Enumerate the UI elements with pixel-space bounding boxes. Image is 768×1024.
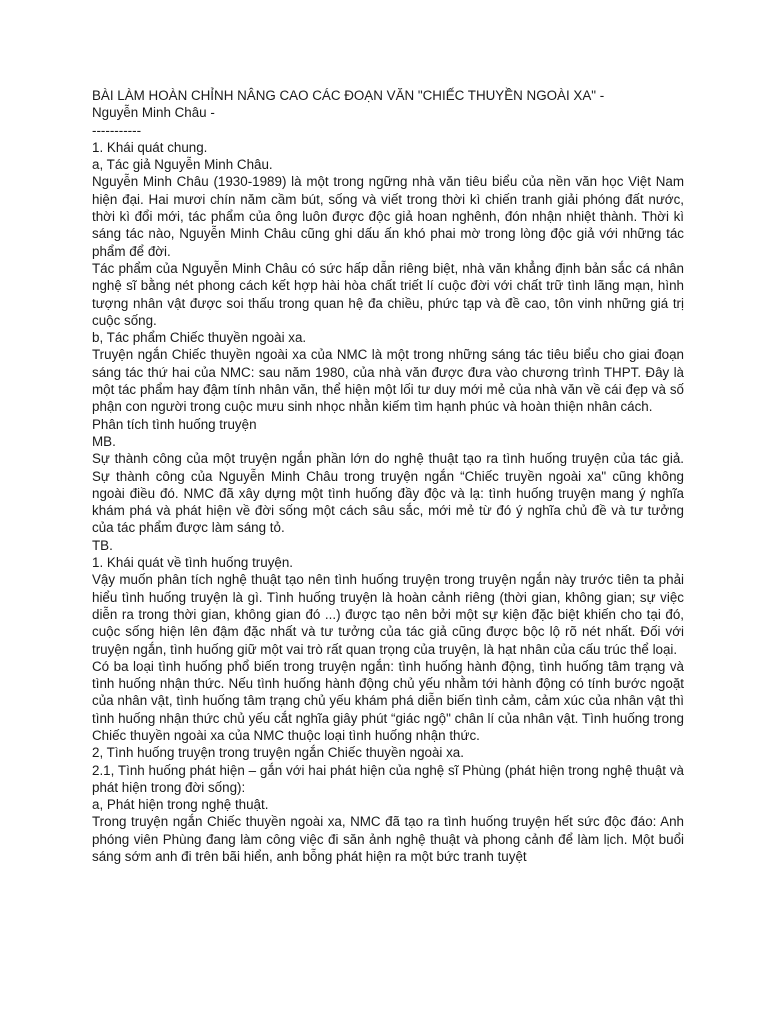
paragraph-story-situation: Trong truyện ngắn Chiếc thuyền ngoài xa, NMC đã tạo ra tình huống truyện hết sức độc đáo: Anh phóng viên Phùng đang làm công việc đi săn ảnh nghệ thuật và phong cảnh để làm lịch. Một buổi sáng sớm anh đi trên bãi hiển, anh bỗng phát hiện ra một bức tranh tuyệt (92, 814, 684, 865)
paragraph-discovery-situation: 2.1, Tình huống phát hiện – gắn với hai phát hiện của nghệ sĩ Phùng (phát hiện trong nghệ thuật và phát hiện trong đời sống): (92, 762, 684, 795)
heading-author: a, Tác giả Nguyễn Minh Châu. (92, 157, 273, 173)
heading-art-discovery: a, Phát hiện trong nghệ thuật. (92, 797, 269, 813)
heading-work: b, Tác phẩm Chiếc thuyền ngoài xa. (92, 330, 307, 346)
heading-situation-overview: 1. Khái quát về tình huống truyện. (92, 555, 294, 571)
title-divider: ----------- (92, 122, 142, 138)
heading-tb: TB. (92, 537, 113, 553)
paragraph-author-bio: Nguyễn Minh Châu (1930-1989) là một trong ngững nhà văn tiêu biểu của nền văn học Việt Nam hiện đại. Hai mươi chín năm cầm bút, sống và viết trong thời kì chiến tranh giải phóng đất nước, thời kì đổi mới, tác phẩm của ông luôn được độc giả hoan nghênh, đón nhận nhiệt thành. Thời kì sáng tác nào, Nguyễn Minh Châu cũng ghi dấu ấn khó phai mờ trong lòng độc giả với những tác phẩm để đời. (92, 174, 684, 259)
heading-situation-analysis: Phân tích tình huống truyện (92, 416, 257, 432)
document-title-line-1: BÀI LÀM HOÀN CHỈNH NÂNG CAO CÁC ĐOẠN VĂN "CHIẾC THUYỀN NGOÀI XA" - (92, 88, 605, 103)
document-title-line-2: Nguyễn Minh Châu - (92, 105, 215, 121)
heading-general-overview: 1. Khái quát chung. (92, 139, 208, 155)
heading-situation-in-story: 2, Tình huống truyện trong truyện ngắn Chiếc thuyền ngoài xa. (92, 745, 464, 761)
paragraph-situation-types: Có ba loại tình huống phổ biến trong truyện ngắn: tình huống hành động, tình huống tâm trạng và tình huống nhận thức. Nếu tình huống hành động chủ yếu nhằm tới hành động có tính bước ngoặt của nhân vật, tình huống tâm trạng chủ yếu khám phá diễn biến tình cảm, cảm xúc của nhân vật thì tình huống nhận thức chủ yếu cắt nghĩa giây phút “giác ngộ" chân lí của nhân vật. Tình huống trong Chiếc thuyền ngoài xa của NMC thuộc loại tình huống nhận thức. (92, 658, 684, 743)
paragraph-opening: Sự thành công của một truyện ngắn phần lớn do nghệ thuật tạo ra tình huống truyện của tác giả. Sự thành công của Nguyễn Minh Châu trong truyện ngắn “Chiếc truyền ngoài xa" cũng không ngoài điều đó. NMC đã xây dựng một tình huống đầy độc và lạ: tình huống truyện mang ý nghĩa khám phá và phát hiện về đời sống một cách sâu sắc, mới mẻ từ đó ý nghĩa chủ đề và tư tưởng của tác phẩm được làm sáng tỏ. (92, 451, 684, 536)
paragraph-work-intro: Truyện ngắn Chiếc thuyền ngoài xa của NMC là một trong những sáng tác tiêu biểu cho giai đoạn sáng tác thứ hai của NMC: sau năm 1980, của nhà văn được đưa vào chương trình THPT. Đây là một tác phẩm hay đậm tính nhân văn, thể hiện một lối tư duy mới mẻ của nhà văn về cái đẹp và số phận con người trong cuộc mưu sinh nhọc nhằn kiếm tìm hạnh phúc và hoàn thiện nhân cách. (92, 347, 684, 415)
heading-mb: MB. (92, 433, 116, 449)
document-body (92, 87, 684, 865)
paragraph-author-style: Tác phẩm của Nguyễn Minh Châu có sức hấp dẫn riêng biệt, nhà văn khẳng định bản sắc cá nhân nghệ sĩ bằng nét phong cách kết hợp hài hòa chất triết lí cuộc đời với chất trữ tình lãng mạn, hình tượng nhân vật được soi thấu trong quan hệ đa chiều, phức tạp và đề cao, tôn vinh những giá trị cuộc sống. (92, 260, 684, 328)
paragraph-situation-definition: Vậy muốn phân tích nghệ thuật tạo nên tình huống truyện trong truyện ngắn này trước tiên ta phải hiểu tình huống truyện là gì. Tình huống truyện là hoàn cảnh riêng (thời gian, không gian; sự việc diễn ra trong thời gian, không gian đó ...) được tạo nên bởi một sự kiện đặc biệt khiến cho tại đó, cuộc sống hiện lên đậm đặc nhất và tư tưởng của tác giả cũng được bộc lộ rõ nét nhất. Đối với truyện ngắn, tình huống giữ một vai trò rất quan trọng của truyện, là hạt nhân của cấu trúc thể loại. (92, 572, 684, 657)
